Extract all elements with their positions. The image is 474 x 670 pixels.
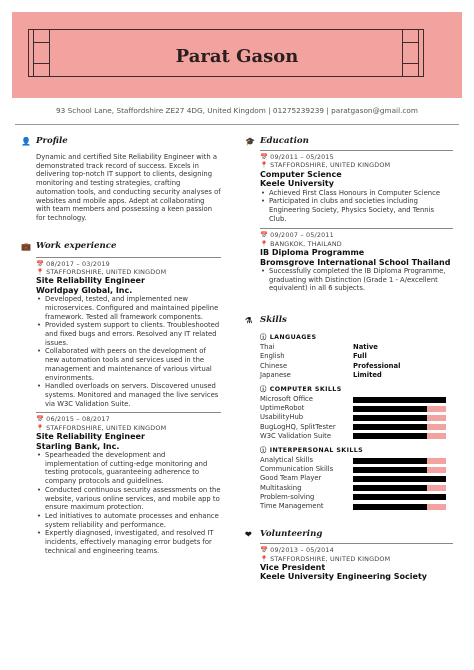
- volunteering-section: [245, 527, 453, 582]
- entry-divider: [260, 543, 453, 544]
- skill-level-fill: [353, 397, 446, 403]
- location-pin-icon: 📍: [36, 268, 45, 277]
- info-icon: ⓘ: [260, 334, 267, 342]
- volunteer-org: Keele University Engineering Society: [260, 572, 427, 582]
- skill-level-bar: [353, 476, 446, 482]
- education-section: [245, 134, 453, 293]
- skill-name: Problem-solving: [260, 492, 315, 501]
- entry-divider: [260, 150, 453, 151]
- info-icon: ⓘ: [260, 385, 267, 393]
- date-range: 09/2007 – 05/2011: [270, 231, 334, 240]
- location-pin-icon: 📍: [260, 554, 269, 563]
- location-pin-icon: 📍: [260, 239, 269, 248]
- skill-level-fill: [353, 476, 446, 482]
- skill-level-fill: [353, 433, 427, 439]
- skill-row: [245, 404, 453, 413]
- school-name: Bromsgrove International School Thailand: [260, 257, 451, 267]
- location-text: STAFFORDSHIRE, UNITED KINGDOM: [270, 554, 391, 563]
- entry-meta: [245, 228, 453, 248]
- bullet-list: [245, 189, 453, 224]
- skill-level-fill: [353, 406, 427, 412]
- location-line: [21, 424, 221, 432]
- job-entry: [21, 412, 221, 555]
- location-text: BANGKOK, THAILAND: [270, 239, 342, 248]
- education-list: [245, 150, 453, 293]
- left-column: [21, 134, 221, 555]
- profile-heading: 👤 Profile: [21, 136, 68, 146]
- heart-icon: ❤: [245, 529, 252, 540]
- skill-level-bar: [353, 494, 446, 500]
- date-range: 09/2013 – 05/2014: [270, 546, 334, 555]
- entry-meta: [21, 257, 221, 277]
- language-level: Professional: [353, 361, 401, 370]
- job-role: Site Reliability Engineer: [36, 432, 145, 442]
- header-divider: [15, 124, 459, 125]
- skill-level-fill: [353, 458, 427, 464]
- interpersonal-skills-heading: ⓘ INTERPERSONAL SKILLS: [260, 447, 364, 454]
- date-line: [245, 546, 453, 554]
- date-line: [21, 260, 221, 268]
- flask-icon: ⚗: [245, 315, 253, 326]
- date-range: 08/2017 – 03/2019: [46, 259, 110, 268]
- language-row: [245, 362, 453, 371]
- skill-level-fill: [353, 424, 427, 430]
- bullet-item: • Achieved First Class Honours in Computer Science: [260, 189, 453, 198]
- skill-level-bar: [353, 424, 446, 430]
- skill-name: BugLogHQ, SplitTester: [260, 422, 336, 431]
- skill-name: Communication Skills: [260, 465, 334, 474]
- bullet-item: • Expertly diagnosed, investigated, and resolved IT incidents, effectively managing error budgets for technical and engineering teams.: [36, 529, 221, 555]
- date-line: [245, 153, 453, 161]
- language-name: Thai: [260, 343, 275, 352]
- education-entry: [245, 228, 453, 293]
- job-entry: [21, 257, 221, 409]
- language-name: Chinese: [260, 361, 288, 370]
- job-role: Site Reliability Engineer: [36, 276, 145, 286]
- calendar-icon: 📅: [260, 231, 269, 240]
- skill-row: [245, 413, 453, 422]
- location-line: [245, 555, 453, 563]
- work-heading: 💼 Work experience: [21, 240, 117, 251]
- skills-section: [245, 313, 453, 511]
- skill-row: [245, 493, 453, 502]
- profile-section: [21, 134, 221, 223]
- entry-meta: [245, 150, 453, 170]
- skill-row: [245, 484, 453, 493]
- entry-meta: [21, 412, 221, 432]
- location-line: [21, 268, 221, 276]
- skill-name: Good Team Player: [260, 474, 322, 483]
- candidate-name: Parat Gason: [175, 46, 299, 67]
- date-line: [21, 415, 221, 423]
- entry-meta: [245, 543, 453, 563]
- skill-level-bar: [353, 415, 446, 421]
- skill-level-fill: [353, 494, 446, 500]
- skills-heading: ⚗ Skills: [245, 315, 287, 326]
- right-column: [245, 134, 453, 582]
- header-banner: [12, 12, 462, 98]
- skill-level-bar: [353, 504, 446, 510]
- contact-line: 93 School Lane, Staffordshire ZE27 4DG, United Kingdom | 01275239239 | paratgason@gmail.com: [56, 106, 418, 115]
- degree-name: IB Diploma Programme: [260, 248, 365, 258]
- skill-row: [245, 395, 453, 404]
- date-range: 09/2011 – 05/2015: [270, 153, 334, 161]
- computer-skills-heading: ⓘ COMPUTER SKILLS: [260, 385, 342, 393]
- entry-divider: [36, 412, 221, 413]
- bullet-item: • Spearheaded the development and implementation of cutting-edge monitoring and testing protocols, guaranteeing adherence to company protocols and guidelines.: [36, 451, 221, 486]
- location-line: [245, 240, 453, 248]
- skill-level-fill: [353, 504, 427, 510]
- date-range: 06/2015 – 08/2017: [46, 415, 110, 424]
- location-text: STAFFORDSHIRE, UNITED KINGDOM: [46, 423, 167, 432]
- interpersonal-skill-list: [245, 456, 453, 511]
- education-heading: 🎓 Education: [245, 136, 309, 146]
- skill-row: [245, 432, 453, 441]
- volunteering-list: [245, 543, 453, 582]
- skill-name: UptimeRobot: [260, 404, 305, 413]
- language-row: [245, 371, 453, 380]
- skill-name: Time Management: [260, 502, 324, 511]
- skill-level-bar: [353, 467, 446, 473]
- briefcase-icon: 💼: [21, 240, 31, 251]
- language-level: Full: [353, 352, 367, 361]
- computer-skill-list: [245, 395, 453, 441]
- info-icon: ⓘ: [260, 447, 267, 454]
- location-pin-icon: 📍: [36, 423, 45, 432]
- skill-level-fill: [353, 415, 427, 421]
- entry-divider: [36, 257, 221, 258]
- skill-row: [245, 502, 453, 511]
- skill-name: Microsoft Office: [260, 394, 313, 403]
- location-text: STAFFORDSHIRE, UNITED KINGDOM: [46, 268, 167, 277]
- bullet-item: • Conducted continuous security assessments on the website, various online services, and mobile app to ensure maximum protection.: [36, 486, 221, 512]
- skill-row: [245, 465, 453, 474]
- bullet-item: • Successfully completed the IB Diploma Programme, graduating with Distinction (Grade 1 - A/excellent equivalent) in all 6 subjects.: [260, 267, 453, 293]
- skill-row: [245, 456, 453, 465]
- school-name: Keele University: [260, 179, 334, 189]
- skill-level-fill: [353, 467, 427, 473]
- language-row: [245, 352, 453, 361]
- skill-name: W3C Validation Suite: [260, 431, 332, 440]
- education-entry: [245, 150, 453, 223]
- bullet-item: • Provided system support to clients. Troubleshooted and fixed bugs and errors. Resolved any IT related issues.: [36, 321, 221, 347]
- bullet-item: • Participated in clubs and societies including Engineering Society, Physics Society, and Tennis Club.: [260, 197, 453, 223]
- skill-level-bar: [353, 485, 446, 491]
- bullet-item: • Collaborated with peers on the development of new automation tools and services used in the management and maintenance of various virtual environments.: [36, 347, 221, 382]
- bullet-list: [21, 451, 221, 555]
- entry-divider: [260, 228, 453, 229]
- skill-name: UsabilityHub: [260, 413, 304, 422]
- languages-heading: ⓘ LANGUAGES: [260, 334, 317, 342]
- skill-level-bar: [353, 406, 446, 412]
- language-name: English: [260, 352, 285, 361]
- location-line: [245, 161, 453, 169]
- bullet-list: [245, 267, 453, 293]
- skill-level-fill: [353, 485, 427, 491]
- work-section: [21, 239, 221, 556]
- skill-name: Analytical Skills: [260, 456, 313, 464]
- language-row: [245, 343, 453, 352]
- language-level: Limited: [353, 370, 382, 379]
- language-name: Japanese: [260, 370, 291, 379]
- location-pin-icon: 📍: [260, 161, 269, 170]
- date-line: [245, 231, 453, 239]
- language-list: [245, 343, 453, 380]
- bullet-item: • Led initiatives to automate processes and enhance system reliability and performance.: [36, 512, 221, 529]
- calendar-icon: 📅: [260, 546, 269, 555]
- skill-level-bar: [353, 397, 446, 403]
- volunteering-heading: ❤ Volunteering: [245, 529, 323, 540]
- volunteer-role: Vice President: [260, 563, 326, 573]
- company-name: Worldpay Global, Inc.: [36, 285, 133, 295]
- skill-name: Multitasking: [260, 483, 302, 492]
- bullet-item: • Handled overloads on servers. Discovered unused systems. Monitored and managed the live services via W3C Validation Suite.: [36, 382, 221, 408]
- calendar-icon: 📅: [36, 415, 45, 424]
- location-text: STAFFORDSHIRE, UNITED KINGDOM: [270, 161, 391, 170]
- calendar-icon: 📅: [36, 259, 45, 268]
- job-list: [21, 257, 221, 556]
- skill-row: [245, 423, 453, 432]
- skill-level-bar: [353, 433, 446, 439]
- profile-text: Dynamic and certified Site Reliability Engineer with a demonstrated track record of success. Excels in delivering top-notch IT support to clients, designing monitoring and testing strategies, crafting automation tools, and conducting security analyses of websites and mobile apps. Adept at collaborating with team members and possessing a keen passion for technology.: [36, 153, 221, 222]
- skill-row: [245, 474, 453, 483]
- bullet-list: [21, 295, 221, 408]
- volunteering-entry: [245, 543, 453, 582]
- degree-name: Computer Science: [260, 169, 342, 179]
- language-level: Native: [353, 343, 378, 352]
- company-name: Starling Bank, Inc.: [36, 441, 120, 451]
- calendar-icon: 📅: [260, 153, 269, 161]
- bullet-item: • Developed, tested, and implemented new microservices. Configured and maintained pipeline framework. Tested all framework components.: [36, 295, 221, 321]
- skill-level-bar: [353, 458, 446, 464]
- person-icon: 👤: [21, 136, 31, 146]
- graduation-cap-icon: 🎓: [245, 136, 255, 146]
